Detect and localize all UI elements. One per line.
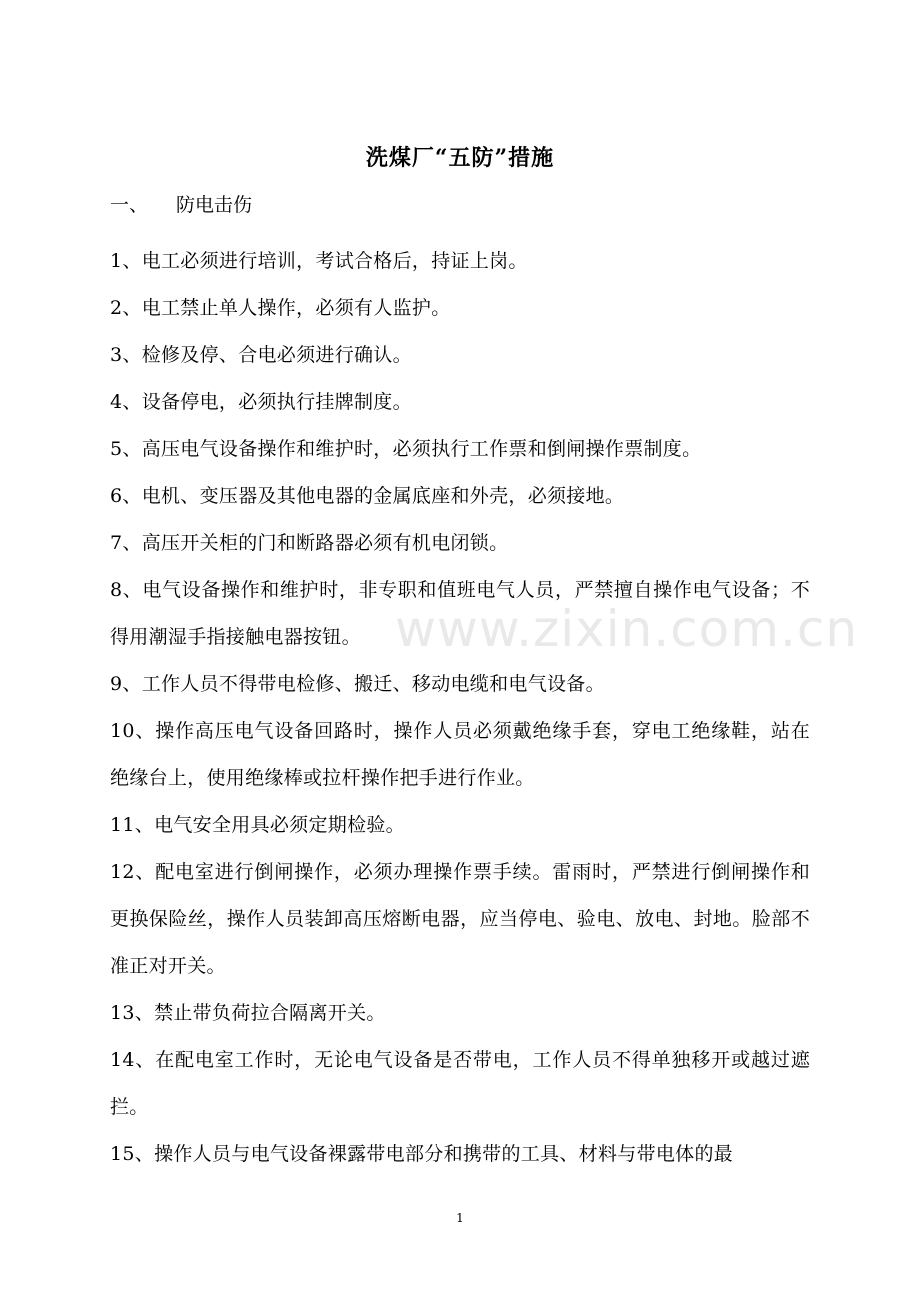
list-item: 6、电机、变压器及其他电器的金属底座和外壳，必须接地。 [110,485,625,507]
section-heading [110,190,252,220]
section-number: 一、 [110,194,149,216]
document-title: 洗煤厂“五防”措施 [365,145,555,171]
watermark: www.zixin.com.cn [395,600,859,658]
list-item: 11、电气安全用具必须定期检验。 [110,814,405,836]
list-item: 10、操作高压电气设备回路时，操作人员必须戴绝缘手套，穿电工绝缘鞋，站在绝缘台上，使用绝缘棒或拉杆操作把手进行作业。 [110,720,810,789]
list-item: 12、配电室进行倒闸操作，必须办理操作票手续。雷雨时，严禁进行倒闸操作和更换保险丝，操作人员装卸高压熔断电器，应当停电、验电、放电、封地。脸部不准正对开关。 [110,861,810,977]
list-item: 9、工作人员不得带电检修、搬迁、移动电缆和电气设备。 [110,673,605,695]
list-item: 5、高压电气设备操作和维护时，必须执行工作票和倒闸操作票制度。 [110,438,702,460]
list-item: 4、设备停电，必须执行挂牌制度。 [110,391,412,413]
list-item: 2、电工禁止单人操作，必须有人监护。 [110,297,451,319]
list-item: 15、操作人员与电气设备裸露带电部分和携带的工具、材料与带电体的最 [110,1143,734,1165]
page-number: 1 [456,1211,464,1225]
list-item: 13、禁止带负荷拉合隔离开关。 [110,1002,386,1024]
document-body [110,238,810,1178]
section-heading-text: 防电击伤 [176,194,253,216]
list-item: 7、高压开关柜的门和断路器必须有机电闭锁。 [110,532,509,554]
list-item: 14、在配电室工作时，无论电气设备是否带电，工作人员不得单独移开或越过遮拦。 [110,1049,810,1118]
list-item: 8、电气设备操作和维护时，非专职和值班电气人员，严禁擅自操作电气设备；不得用潮湿手指接触电器按钮。 [110,579,810,648]
list-item: 1、电工必须进行培训，考试合格后，持证上岗。 [110,250,528,272]
list-item: 3、检修及停、合电必须进行确认。 [110,344,412,366]
